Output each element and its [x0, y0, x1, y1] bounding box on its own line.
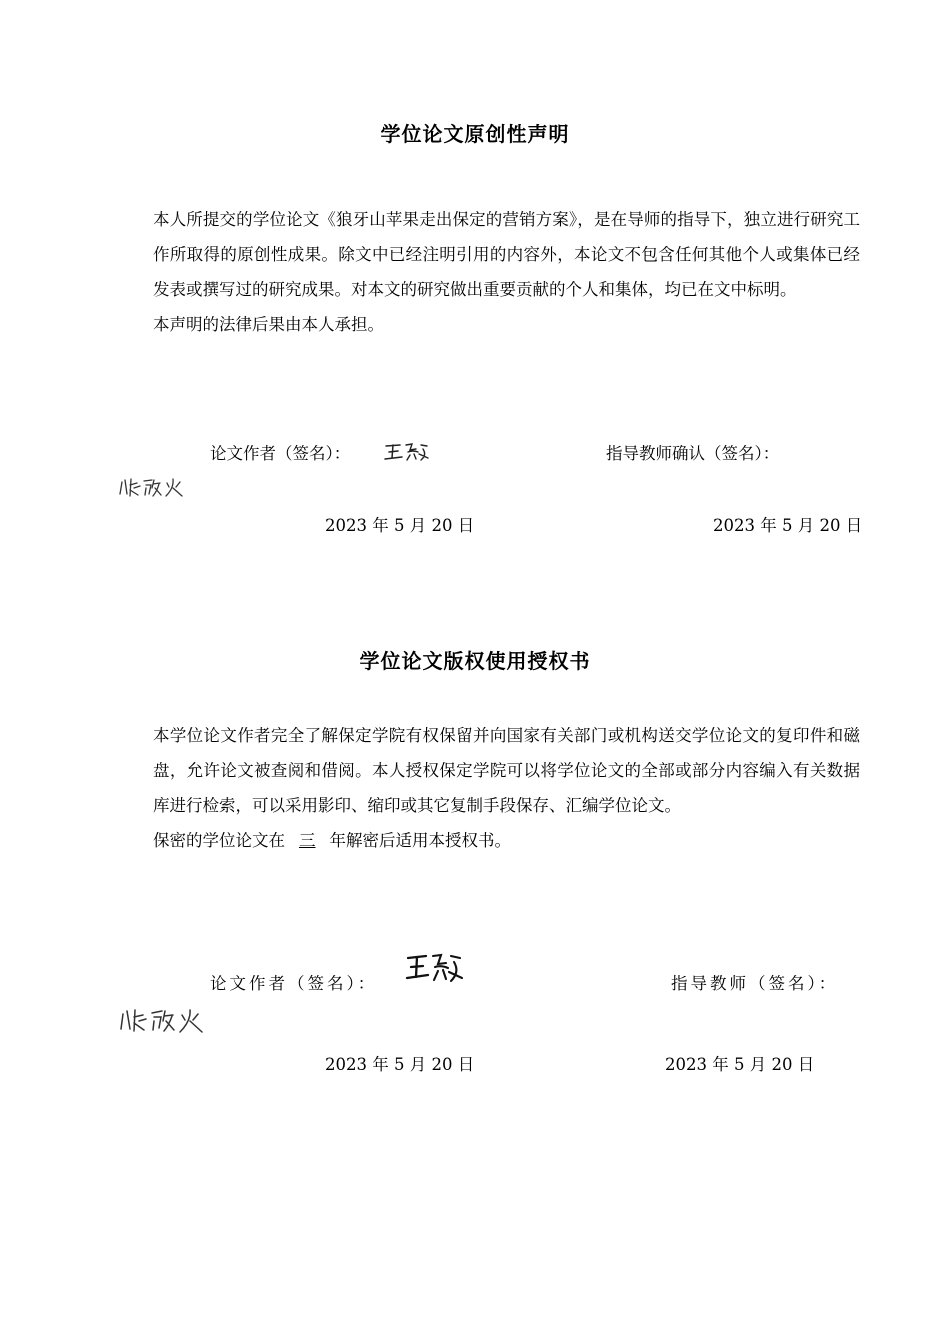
authorization-body: 本学位论文作者完全了解保定学院有权保留并向国家有关部门或机构送交学位论文的复印件和磁盘，允许论文被查阅和借阅。本人授权保定学院可以将学位论文的全部或部分内容编入有关数据库进行检索，可以采用影印、缩印或其它复制手段保存、汇编学位论文。: [153, 726, 860, 815]
authorization-title: 学位论文版权使用授权书: [359, 649, 591, 673]
authorization-advisor-signature: [118, 1006, 208, 1036]
secrecy-years: 三: [299, 831, 316, 850]
secrecy-line: [116, 823, 860, 858]
authorization-author-date: 2023 年 5 月 20 日: [325, 1055, 475, 1074]
authorization-paragraph: [116, 718, 860, 858]
authorization-advisor-label: 指导教师（签名）：: [671, 974, 839, 993]
declaration-advisor-date: 2023 年 5 月 20 日: [713, 516, 863, 535]
declaration-paragraph: [116, 202, 860, 342]
declaration-author-label: 论文作者（签名）：: [210, 444, 351, 463]
declaration-advisor-signature: [118, 476, 188, 500]
secrecy-prefix: 保密的学位论文在: [153, 831, 285, 850]
declaration-body: 本人所提交的学位论文《狼牙山苹果走出保定的营销方案》，是在导师的指导下，独立进行研究工作所取得的原创性成果。除文中已经注明引用的内容外，本论文不包含任何其他个人或集体已经发表或撰写过的研究成果。对本文的研究做出重要贡献的个人和集体，均已在文中标明。: [153, 210, 860, 299]
declaration-advisor-label: 指导教师确认（签名）：: [606, 444, 780, 463]
declaration-title: 学位论文原创性声明: [380, 122, 570, 146]
secrecy-suffix: 年解密后适用本授权书。: [329, 831, 511, 850]
authorization-advisor-date: 2023 年 5 月 20 日: [665, 1055, 815, 1074]
authorization-author-signature: [404, 950, 464, 986]
declaration-author-date: 2023 年 5 月 20 日: [325, 516, 475, 535]
declaration-author-signature: [383, 441, 431, 463]
authorization-author-label: 论文作者（签名）：: [210, 974, 378, 993]
declaration-liability: 本声明的法律后果由本人承担。: [153, 315, 384, 334]
